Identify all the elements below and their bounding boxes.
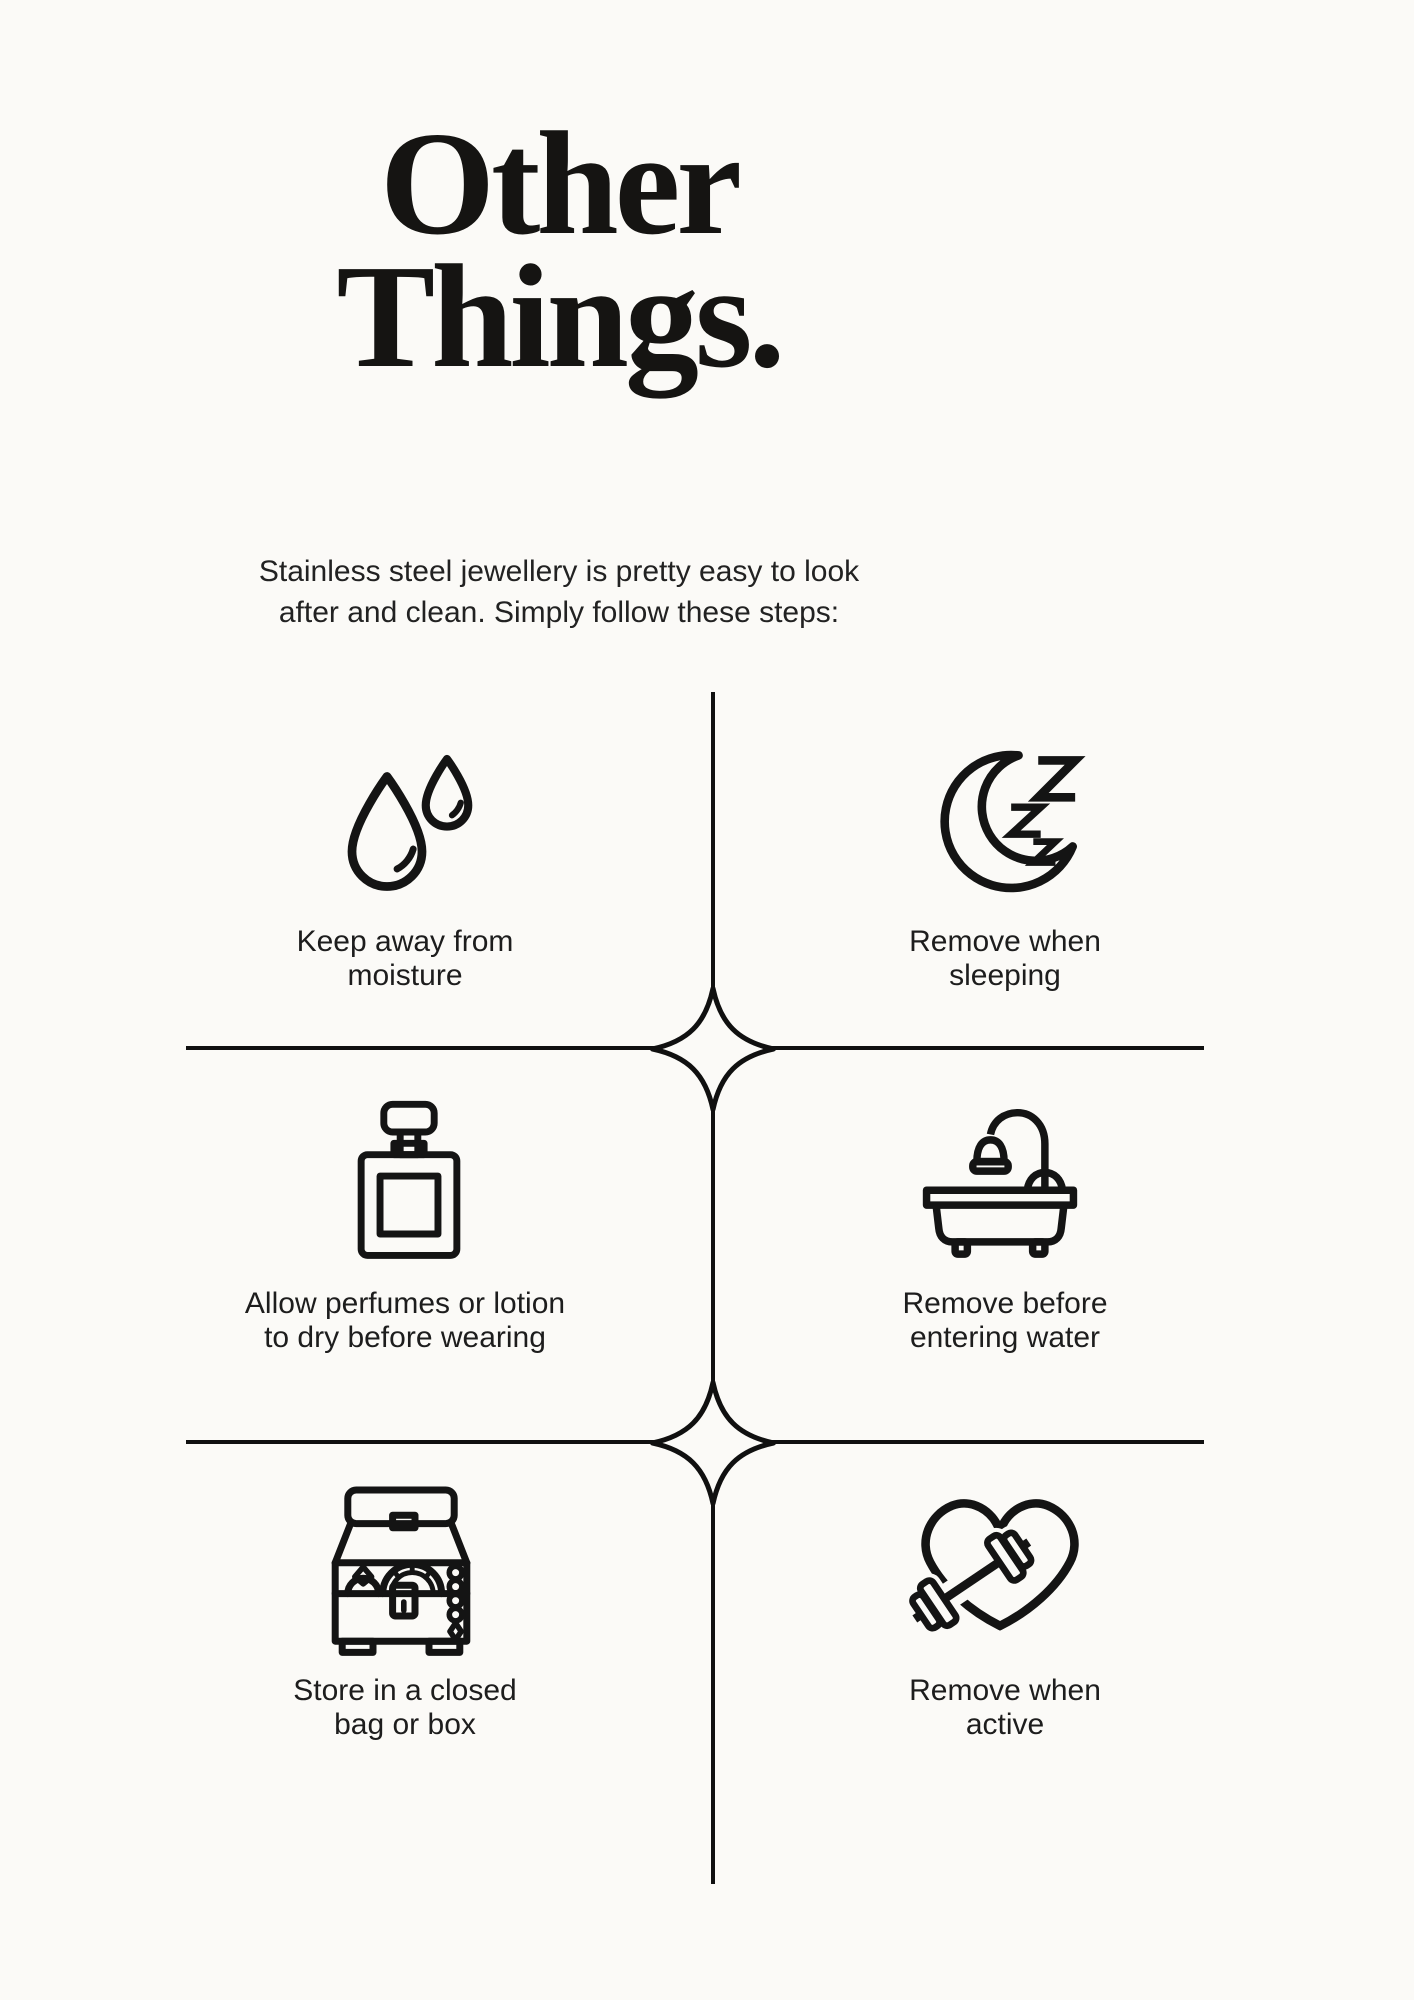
caption-remove-before-water — [745, 1287, 1265, 1355]
page-title-line1: Other — [379, 102, 739, 266]
vertical-divider — [711, 692, 715, 1884]
page-title — [0, 102, 1118, 400]
subtitle-line1: Stainless steel jewellery is pretty easy to look — [258, 555, 860, 588]
sparkle-star-icon — [650, 986, 776, 1112]
perfume-bottle-icon — [344, 1098, 474, 1268]
caption-line: Keep away from — [296, 925, 514, 958]
jewellery-box-icon — [315, 1483, 487, 1658]
page-subtitle — [0, 551, 1118, 634]
caption-line: Remove when — [909, 1674, 1101, 1707]
caption-line: Remove before — [902, 1287, 1108, 1320]
bathtub-shower-icon — [915, 1095, 1085, 1265]
caption-remove-when-active — [745, 1674, 1265, 1742]
subtitle-line2: after and clean. Simply follow these steps: — [278, 596, 840, 630]
caption-line: moisture — [347, 959, 463, 993]
caption-keep-away-from-moisture — [145, 925, 665, 993]
caption-line: sleeping — [949, 959, 1061, 993]
sparkle-star-icon — [650, 1380, 776, 1506]
heart-dumbbell-icon — [908, 1487, 1092, 1647]
caption-line: active — [965, 1708, 1045, 1742]
water-drops-icon — [332, 744, 482, 899]
caption-remove-when-sleeping — [745, 925, 1265, 993]
caption-line: to dry before wearing — [264, 1321, 546, 1355]
page-title-line2: Things. — [336, 235, 782, 400]
sleeping-moon-icon — [925, 742, 1085, 892]
caption-line: Allow perfumes or lotion — [244, 1287, 566, 1320]
caption-line: entering water — [909, 1321, 1101, 1355]
caption-allow-perfumes — [145, 1287, 665, 1355]
caption-line: Remove when — [909, 925, 1101, 958]
caption-line: Store in a closed — [293, 1674, 517, 1707]
caption-line: bag or box — [334, 1708, 476, 1742]
caption-store-closed-bag-box — [145, 1674, 665, 1742]
